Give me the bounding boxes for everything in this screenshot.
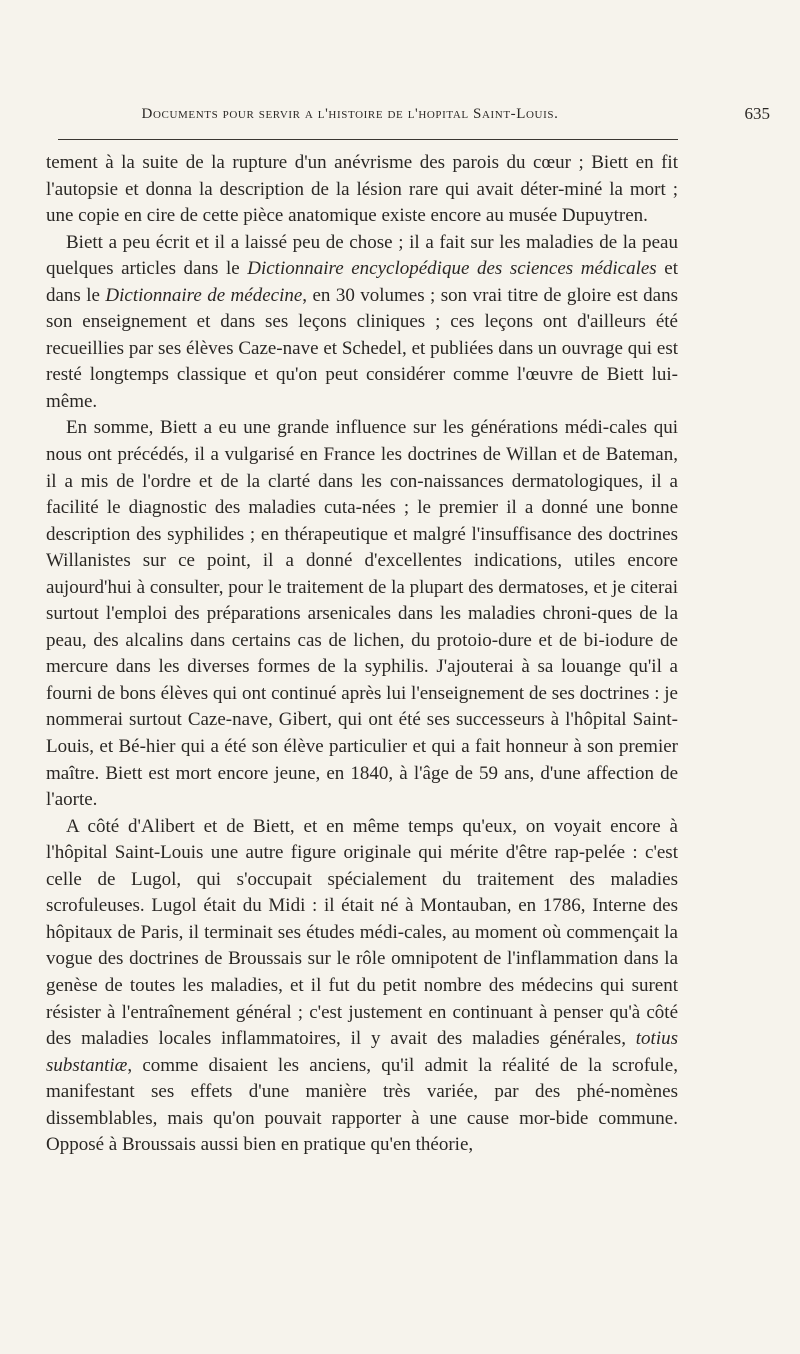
paragraph-4 <box>46 814 678 1159</box>
paragraph-2 <box>46 230 678 416</box>
title-dictionnaire-medecine: Dictionnaire de médecine <box>105 284 303 306</box>
paragraph-1 <box>46 150 678 230</box>
paragraph-3-text: En somme, Biett a eu une grande influence sur les générations médi-cales qui nous ont précédés, il a vulgarisé en France les doctrines de Willan et de Bateman, il a mis de l'ordre et de la clarté dans les con-naissances dermatologiques, il a facilité le diagnostic des maladies cuta-nées ; le premier il a donné une bonne description des syphilides ; en thérapeutique et malgré l'insuffisance des doctrines Willanistes sur ce point, il a donné d'excellentes indications, utiles encore aujourd'hui à consulter, pour le traitement de la plupart des dermatoses, et je citerai surtout l'emploi des préparations arsenicales dans les maladies chroni-ques de la peau, des alcalins dans certains cas de lichen, du protoio-dure et de bi-iodure de mercure dans les diverses formes de la syphilis. J'ajouterai à sa louange qu'il a fourni de bons élèves qui ont continué après lui l'enseignement de ses doctrines : je nommerai surtout Caze-nave, Gibert, qui ont été ses successeurs à l'hôpital Saint-Louis, et Bé-hier qui a été son élève particulier et qui a fait honneur à son premier maître. Biett est mort encore jeune, en 1840, à l'âge de 59 ans, d'une affection de l'aorte. <box>46 417 678 811</box>
paragraph-2-text-c: , en 30 volumes ; son vrai titre de gloire est dans son enseignement et dans ses leçons cliniques ; ces leçons ont d'ailleurs été recueillies par ses élèves Caze-nave et Schedel, et publiées dans un ouvrage qui est resté longtemps classique et qu'on peut considérer comme l'œuvre de Biett lui-même. <box>46 284 678 412</box>
paragraph-3 <box>46 415 678 813</box>
body-text <box>46 150 678 1159</box>
paragraph-4-text-b: , comme disaient les anciens, qu'il admit la réalité de la scrofule, manifestant ses effets d'une manière très variée, par des phé-nomènes dissemblables, mais qu'on pouvait rapporter à une cause mor-bide commune. Opposé à Broussais aussi bien en pratique qu'en théorie, <box>46 1054 678 1156</box>
paragraph-2-text-a: Biett a peu écrit et il a laissé peu de chose ; il a fait sur les maladies de la peau quelques articles dans le <box>46 231 678 280</box>
page-number: 635 <box>744 104 770 123</box>
paragraph-4-text-a: A côté d'Alibert et de Biett, et en même temps qu'eux, on voyait encore à l'hôpital Saint-Louis une autre figure originale qui mérite d'être rap-pelée : c'est celle de Lugol, qui s'occupait spécialement du traitement des maladies scrofuleuses. Lugol était du Midi : il était né à Montauban, en 1786, Interne des hôpitaux de Paris, il terminait ses études médi-cales, au moment où commençait la vogue des doctrines de Broussais sur le rôle omnipotent de l'inflammation dans la genèse de toutes les maladies, et il fut du petit nombre des médecins qui surent résister à l'entraînement général ; c'est justement en continuant à penser qu'à côté des maladies locales inflammatoires, il y avait des maladies générales, <box>46 815 678 1050</box>
title-dictionnaire-encyclopedique: Dictionnaire encyclopédique des sciences médicales <box>247 258 657 280</box>
paragraph-1-text: tement à la suite de la rupture d'un anévrisme des parois du cœur ; Biett en fit l'autopsie et donna la description de la lésion rare qui avait déter-miné la mort ; une copie en cire de cette pièce anatomique existe encore au musée Dupuytren. <box>46 152 678 227</box>
latin-phrase: totius substantiæ <box>46 1028 678 1076</box>
page <box>46 0 756 1354</box>
running-title: Documents pour servir a l'histoire de l'hopital Saint-Louis. <box>141 106 559 122</box>
paragraph-2-text-b: et dans le <box>46 258 678 306</box>
